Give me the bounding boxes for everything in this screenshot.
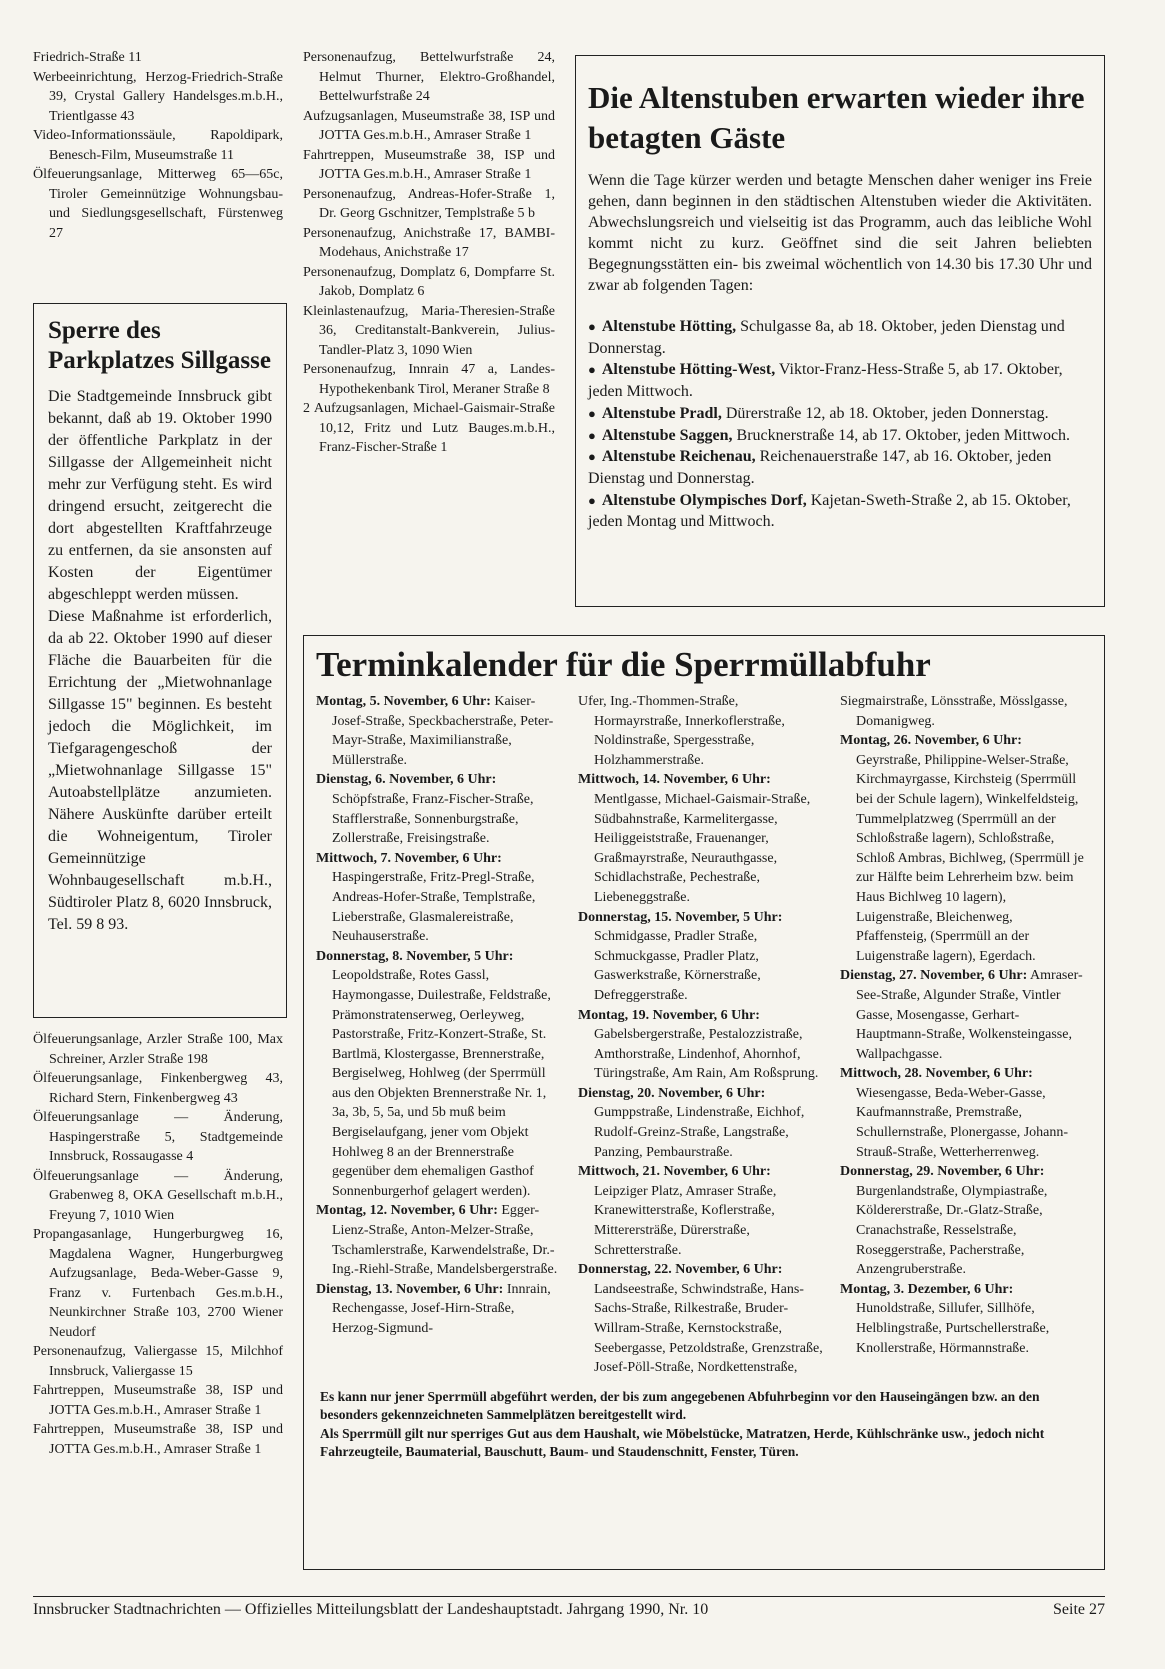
- bullet-icon: ●: [588, 362, 596, 378]
- calendar-entry: [316, 770, 562, 848]
- calendar-date: Mittwoch, 28. November, 6 Uhr:: [840, 1066, 1033, 1082]
- list-item: Personenaufzug, Domplatz 6, Dompfarre St. Jakob, Domplatz 6: [303, 264, 555, 299]
- altenstube-item: [588, 446, 1092, 489]
- list-item: Friedrich-Straße 11: [33, 50, 142, 65]
- altenstube-details: Reichenauerstraße 147, ab 16. Oktober, jeden Dienstag und Donnerstag.: [588, 448, 1052, 487]
- altenstube-item: [588, 425, 1092, 447]
- altenstube-name: Altenstube Hötting,: [601, 318, 737, 335]
- list-item: Ölfeuerungsanlage, Finkenbergweg 43, Richard Stern, Finkenbergweg 43: [33, 1071, 283, 1106]
- terminkalender-box: [303, 635, 1105, 1570]
- calendar-entry: [316, 692, 562, 770]
- calendar-date: Donnerstag, 8. November, 5 Uhr:: [316, 948, 514, 964]
- calendar-streets: Gabelsbergerstraße, Pestalozzistraße, Amthorstraße, Lindenhof, Ahornhof, Türingstraße, Am Rain, Am Roßsprung.: [594, 1027, 819, 1082]
- left-column-top: [33, 48, 283, 243]
- calendar-streets: Mentlgasse, Michael-Gaismair-Straße, Südbahnstraße, Karmelitergasse, Heiliggeiststraße, Frauenanger, Graßmayrstraße, Neurauthgasse, Schidlachstraße, Pechestraße, Liebeneggstraße.: [594, 791, 811, 905]
- list-item: Personenaufzug, Valiergasse 15, Milchhof Innsbruck, Valiergasse 15: [33, 1344, 283, 1379]
- calendar-streets: Kaiser-Josef-Straße, Speckbacherstraße, Peter-Mayr-Straße, Maximilianstraße, Müllerstraße.: [332, 694, 554, 768]
- altenstube-name: Altenstube Reichenau,: [601, 448, 756, 466]
- calendar-date: Donnerstag, 15. November, 5 Uhr:: [578, 909, 783, 925]
- calendar-entry: [578, 692, 824, 770]
- altenstube-name: Altenstube Saggen,: [601, 426, 733, 444]
- list-item: Fahrtreppen, Museumstraße 38, ISP und JOTTA Ges.m.b.H., Amraser Straße 1: [33, 1383, 283, 1418]
- calendar-streets: Burgenlandstraße, Olympiastraße, Köldererstraße, Dr.-Glatz-Straße, Cranachstraße, Resselstraße, Roseggerstraße, Pacherstraße, Anzengruberstraße.: [856, 1183, 1048, 1278]
- altenstube-item: [588, 316, 1092, 359]
- list-item: Personenaufzug, Andreas-Hofer-Straße 1, Dr. Georg Gschnitzer, Templstraße 5 b: [303, 186, 555, 221]
- calendar-entry: [578, 1162, 824, 1260]
- altenstube-details: Kajetan-Sweth-Straße 2, ab 15. Oktober, jeden Montag und Mittwoch.: [588, 491, 1071, 531]
- list-item: 2 Aufzugsanlagen, Michael-Gaismair-Straße 10,12, Fritz und Lutz Bauges.m.b.H., Franz-Fischer-Straße 1: [303, 401, 555, 455]
- calendar-date: Montag, 19. November, 6 Uhr:: [578, 1007, 760, 1023]
- calendar-streets: Leopoldstraße, Rotes Gassl, Haymongasse, Duilestraße, Feldstraße, Prämonstratenserweg, Oerleyweg, Pastorstraße, Fritz-Konzert-Straße, St. Bartlmä, Klostergasse, Brennerstraße, Bergiselweg, Hohlweg (der Sperrmüll aus den Objekten Brennerstraße Nr. 1, 3a, 3b, 5, 5a, und 5b muß beim Bergiselaufgang, jener vom Objekt Hohlweg 8 an der Brennerstraße gegenüber dem ehemaligen Gasthof Sonnenburgerhof gelagert werden).: [332, 968, 551, 1199]
- sperre-box: [33, 303, 287, 1018]
- calendar-streets: Ufer, Ing.-Thommen-Straße, Hormayrstraße, Innerkoflerstraße, Noldinstraße, Spergesstraße, Holzhammerstraße.: [578, 694, 785, 768]
- altenstube-item: [588, 490, 1092, 533]
- calendar-entry: [578, 1006, 824, 1084]
- calendar-streets: Schmidgasse, Pradler Straße, Schmuckgasse, Pradler Platz, Gaswerkstraße, Körnerstraße, Defreggerstraße.: [594, 929, 761, 1003]
- calendar-streets: Wiesengasse, Beda-Weber-Gasse, Kaufmannstraße, Premstraße, Schullernstraße, Plonergasse, Johann-Strauß-Straße, Wetterherrenweg.: [856, 1085, 1069, 1160]
- altenstuben-title: Die Altenstuben erwarten wieder ihre betagten Gäste: [588, 80, 1085, 155]
- list-item: Ölfeuerungsanlage — Änderung, Haspingerstraße 5, Stadtgemeinde Innsbruck, Rossaugasse 4: [33, 1110, 283, 1164]
- footer-text: Innsbrucker Stadtnachrichten — Offizielles Mitteilungsblatt der Landeshauptstadt. Jahrgang 1990, Nr. 10: [33, 1601, 709, 1618]
- altenstube-details: Schulgasse 8a, ab 18. Oktober, jeden Dienstag und Donnerstag.: [588, 318, 1065, 357]
- calendar-entry: [578, 1260, 824, 1378]
- calendar-column-1: [316, 692, 562, 1378]
- calendar-column-2: [578, 692, 824, 1378]
- sperre-paragraph-1: Die Stadtgemeinde Innsbruck gibt bekannt, daß ab 19. Oktober 1990 der öffentliche Parkplatz in der Sillgasse der Allgemeinheit nicht mehr zur Verfügung steht. Es wird dringend ersucht, zeitgerecht die dort abgestellten Kraftfahrzeuge zu entfernen, da sie ansonsten auf Kosten der Eigentümer abgeschleppt werden müssen.: [48, 388, 272, 603]
- calendar-streets: Haspingerstraße, Fritz-Pregl-Straße, Andreas-Hofer-Straße, Templstraße, Lieberstraße, Glasmalereistraße, Neuhauserstraße.: [332, 870, 536, 945]
- altenstube-details: Viktor-Franz-Hess-Straße 5, ab 17. Oktober, jeden Mittwoch.: [588, 361, 1063, 401]
- calendar-streets: Landseestraße, Schwindstraße, Hans-Sachs-Straße, Rilkestraße, Bruder-Willram-Straße, Kernstockstraße, Seebergasse, Petzoldstraße, Grenzstraße, Josef-Pöll-Straße, Nordkettenstraße,: [594, 1281, 823, 1376]
- terminkalender-title: Terminkalender für die Sperrmüllabfuhr: [316, 645, 931, 684]
- list-item: Werbeeinrichtung, Herzog-Friedrich-Straße 39, Crystal Gallery Handelsges.m.b.H., Trientlgasse 43: [33, 69, 283, 124]
- left-column-bottom: [33, 1030, 283, 1459]
- altenstube-name: Altenstube Hötting-West,: [601, 361, 776, 379]
- altenstube-name: Altenstube Pradl,: [601, 404, 722, 422]
- calendar-streets: Geyrstraße, Philippine-Welser-Straße, Kirchmayrgasse, Kirchsteig (Sperrmüll bei der Schule lagern), Winkelfeldsteig, Tummelplatzweg (Sperrmüll an der Schloßstraße lagern), Schloßstraße, Schloß Ambras, Bichlweg, (Sperrmüll je zur Hälfte beim Lehrerheim bzw. beim Haus Bichlweg 10 lagern), Luigenstraße, Bleichenweg, Pfaffensteig, (Sperrmüll an der Luigenstraße lagern), Egerdach.: [856, 752, 1084, 964]
- calendar-streets: Innrain, Rechengasse, Josef-Hirn-Straße, Herzog-Sigmund-: [332, 1281, 551, 1336]
- calendar-streets: Schöpfstraße, Franz-Fischer-Straße, Stafflerstraße, Sonnenburgstraße, Zollerstraße, Freisingstraße.: [332, 791, 534, 847]
- calendar-entry: [840, 1162, 1086, 1280]
- calendar-date: Mittwoch, 14. November, 6 Uhr:: [578, 772, 771, 788]
- calendar-entry: [316, 1280, 562, 1339]
- calendar-date: Dienstag, 6. November, 6 Uhr:: [316, 772, 497, 788]
- calendar-streets: Egger-Lienz-Straße, Anton-Melzer-Straße, Tschamlerstraße, Karwendelstraße, Dr.-Ing.-Riehl-Straße, Mandelsbergerstraße.: [332, 1203, 558, 1278]
- calendar-date: Montag, 26. November, 6 Uhr:: [840, 733, 1022, 749]
- list-item: Ölfeuerungsanlage, Arzler Straße 100, Max Schreiner, Arzler Straße 198: [33, 1032, 283, 1067]
- calendar-streets: Amraser-See-Straße, Algunder Straße, Vintler Gasse, Mosengasse, Gerhart-Hauptmann-Straße, Wolkensteingasse, Wallpachgasse.: [856, 968, 1083, 1062]
- list-item: Aufzugsanlagen, Museumstraße 38, ISP und JOTTA Ges.m.b.H., Amraser Straße 1: [303, 108, 555, 143]
- calendar-date: Mittwoch, 7. November, 6 Uhr:: [316, 850, 502, 866]
- list-item: Personenaufzug, Innrain 47 a, Landes-Hypothekenbank Tirol, Meraner Straße 8: [303, 362, 555, 397]
- calendar-streets: Hunoldstraße, Sillufer, Sillhöfe, Helblingstraße, Purtschellerstraße, Knollerstraße, Hörmannstraße.: [856, 1301, 1050, 1356]
- calendar-date: Donnerstag, 29. November, 6 Uhr:: [840, 1164, 1045, 1180]
- note-2: Als Sperrmüll gilt nur sperriges Gut aus dem Haushalt, wie Möbelstücke, Matratzen, Herde, Kühlschränke usw., jedoch nicht Fahrzeugteile, Baumaterial, Bauschutt, Baum- und Staudenschnitt, Fenster, Türen.: [320, 1425, 1045, 1460]
- list-item: Ölfeuerungsanlage, Mitterweg 65—65c, Tiroler Gemeinnützige Wohnungsbau- und Siedlungsgesellschaft, Fürstenweg 27: [33, 167, 283, 241]
- bullet-icon: ●: [588, 492, 596, 508]
- calendar-date: Donnerstag, 22. November, 6 Uhr:: [578, 1262, 783, 1278]
- altenstuben-intro: Wenn die Tage kürzer werden und betagte Menschen daher weniger ins Freie gehen, dann beginnen in den städtischen Altenstuben wieder die Aktivitäten. Abwechslungsreich und vielseitig ist das Programm, auch das leibliche Wohl kommt nicht zu kurz. Geöffnet sind die seit Jahren beliebten Begegnungsstätten ein- bis zweimal wöchentlich von 14.30 bis 17.30 Uhr und zwar ab folgenden Tagen:: [588, 172, 1092, 294]
- list-item: Video-Informationssäule, Rapoldipark, Benesch-Film, Museumstraße 11: [33, 128, 283, 163]
- altenstube-item: [588, 359, 1092, 402]
- calendar-entry: [840, 692, 1086, 731]
- calendar-entry: [316, 947, 562, 1202]
- calendar-entry: [840, 966, 1086, 1064]
- list-item: Personenaufzug, Anichstraße 17, BAMBI-Modehaus, Anichstraße 17: [303, 225, 555, 260]
- altenstube-item: [588, 403, 1092, 425]
- list-item: Personenaufzug, Bettelwurfstraße 24, Helmut Thurner, Elektro-Großhandel, Bettelwurfstraße 24: [303, 50, 555, 104]
- bullet-icon: ●: [588, 427, 596, 443]
- altenstube-details: Dürerstraße 12, ab 18. Oktober, jeden Donnerstag.: [721, 404, 1049, 422]
- altenstuben-box: [575, 55, 1105, 607]
- calendar-entry: [316, 849, 562, 947]
- calendar-entry: [840, 1280, 1086, 1358]
- calendar-streets: Siegmairstraße, Lönsstraße, Mösslgasse, Domanigweg.: [840, 694, 1068, 729]
- bullet-icon: ●: [588, 449, 596, 465]
- calendar-date: Dienstag, 20. November, 6 Uhr:: [578, 1085, 766, 1101]
- bullet-icon: ●: [588, 405, 596, 421]
- bullet-icon: ●: [588, 319, 596, 334]
- list-item: Fahrtreppen, Museumstraße 38, ISP und JOTTA Ges.m.b.H., Amraser Straße 1: [33, 1422, 283, 1457]
- list-item: Ölfeuerungsanlage — Änderung, Grabenweg 8, OKA Gesellschaft m.b.H., Freyung 7, 1010 Wien: [33, 1168, 283, 1223]
- calendar-streets: Leipziger Platz, Amraser Straße, Kranewitterstraße, Koflerstraße, Mitterersträße, Dürerstraße, Schretterstraße.: [594, 1183, 777, 1258]
- list-item: Fahrtreppen, Museumstraße 38, ISP und JOTTA Ges.m.b.H., Amraser Straße 1: [303, 147, 555, 182]
- list-item: Propangasanlage, Hungerburgweg 16, Magdalena Wagner, Hungerburgweg Aufzugsanlage, Beda-Weber-Gasse 9, Franz v. Furtenbach Ges.m.b.H., Neunkirchner Straße 103, 2700 Wiener Neudorf: [33, 1227, 283, 1340]
- list-item: Kleinlastenaufzug, Maria-Theresien-Straße 36, Creditanstalt-Bankverein, Julius-Tandler-Platz 3, 1090 Wien: [303, 303, 555, 358]
- altenstube-name: Altenstube Olympisches Dorf,: [601, 491, 807, 509]
- calendar-date: Montag, 12. November, 6 Uhr:: [316, 1203, 498, 1219]
- sperre-title: Sperre des Parkplatzes Sillgasse: [48, 317, 271, 374]
- calendar-entry: [578, 908, 824, 1006]
- calendar-entry: [840, 731, 1086, 966]
- calendar-date: Montag, 5. November, 6 Uhr:: [316, 694, 491, 709]
- sperre-paragraph-2: Diese Maßnahme ist erforderlich, da ab 22. Oktober 1990 auf dieser Fläche die Bauarbeiten für die Errichtung der „Mietwohnanlage Sillgasse 15" beginnen. Es besteht jedoch die Möglichkeit, im Tiefgaragengeschoß der „Mietwohnanlage Sillgasse 15" Autoabstellplätze anzumieten. Nähere Auskünfte darüber erteilt die Wohneigentum, Tiroler Gemeinnützige Wohnbaugesellschaft m.b.H., Südtiroler Platz 8, 6020 Innsbruck, Tel. 59 8 93.: [48, 608, 272, 933]
- terminkalender-columns: [316, 692, 1092, 1378]
- calendar-entry: [578, 770, 824, 907]
- terminkalender-notes: [316, 1388, 1092, 1462]
- altenstube-details: Brucknerstraße 14, ab 17. Oktober, jeden Mittwoch.: [732, 426, 1071, 444]
- calendar-date: Dienstag, 13. November, 6 Uhr:: [316, 1281, 504, 1297]
- calendar-entry: [316, 1201, 562, 1279]
- calendar-column-3: [840, 692, 1086, 1378]
- calendar-streets: Gumppstraße, Lindenstraße, Eichhof, Rudolf-Greinz-Straße, Langstraße, Panzing, Pembaurstraße.: [594, 1105, 805, 1160]
- calendar-date: Montag, 3. Dezember, 6 Uhr:: [840, 1281, 1014, 1297]
- calendar-entry: [840, 1064, 1086, 1162]
- calendar-date: Mittwoch, 21. November, 6 Uhr:: [578, 1164, 771, 1180]
- note-1: Es kann nur jener Sperrmüll abgeführt werden, der bis zum angegebenen Abfuhrbeginn vor den Hauseingängen bzw. an den besonders gekennzeichneten Sammelplätzen bereitgestellt wird.: [320, 1388, 1040, 1423]
- calendar-entry: [578, 1084, 824, 1162]
- calendar-date: Dienstag, 27. November, 6 Uhr:: [840, 968, 1028, 984]
- page-footer: [33, 1596, 1105, 1619]
- middle-column: [303, 48, 555, 458]
- page-number: Seite 27: [1053, 1601, 1105, 1618]
